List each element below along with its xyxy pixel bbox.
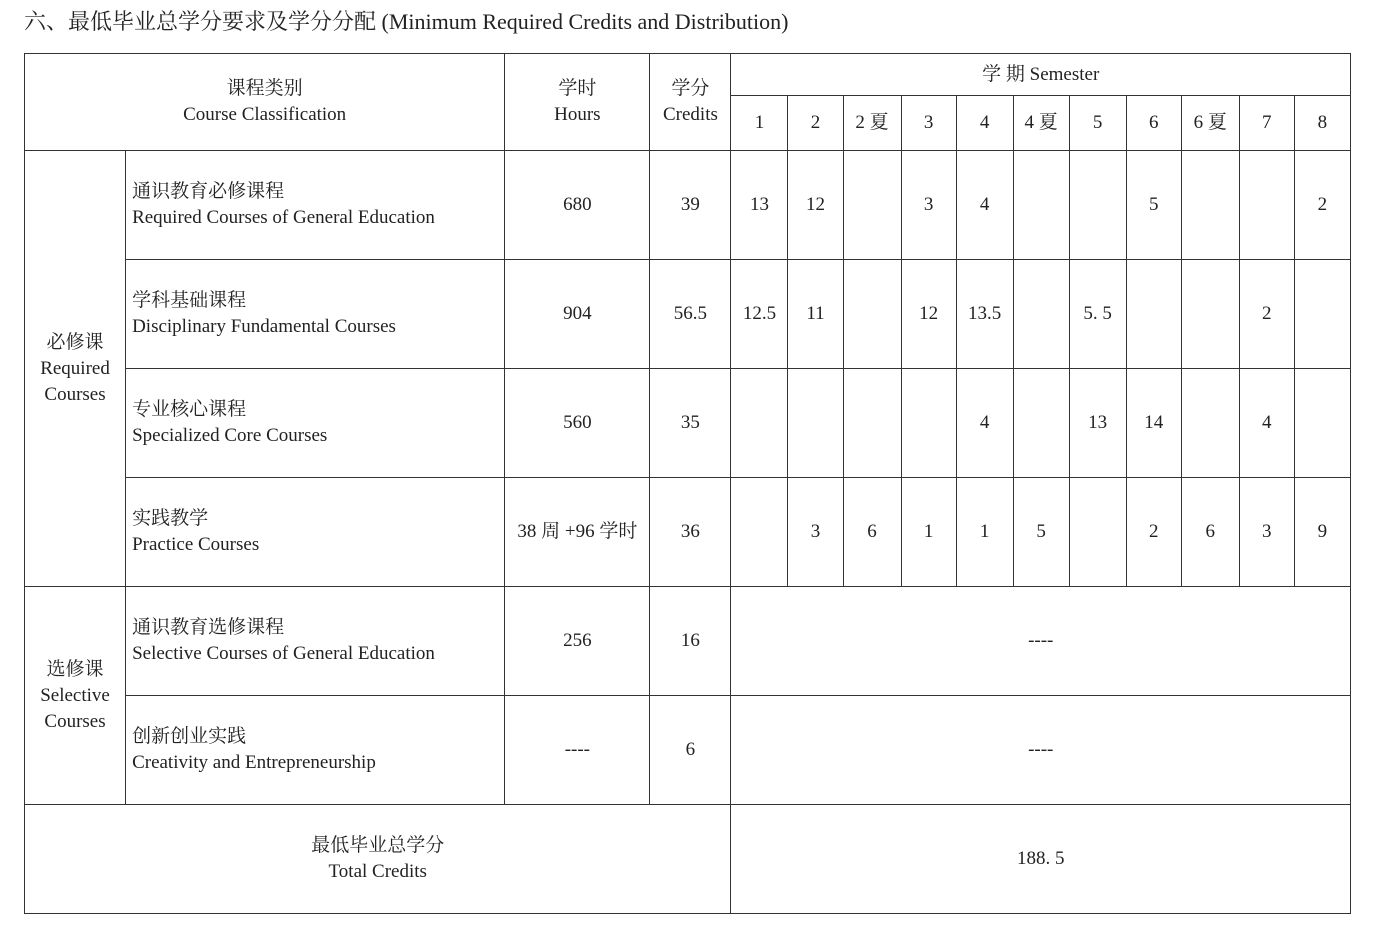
hours-cell: 560	[505, 369, 650, 478]
course-class	[126, 696, 505, 805]
credits-cell: 36	[650, 478, 731, 587]
dist-cell: 2	[1294, 151, 1350, 260]
semester-cell: 4	[956, 96, 1013, 151]
course-class	[126, 587, 505, 696]
dist-cell: 4	[1239, 369, 1294, 478]
course-class	[126, 478, 505, 587]
dist-cell	[843, 151, 901, 260]
dist-cell: 4	[956, 369, 1013, 478]
dist-cell: 12	[788, 151, 843, 260]
semester-cell: 4 夏	[1013, 96, 1069, 151]
total-label-cn: 最低毕业总学分	[311, 835, 445, 856]
header-hours	[505, 54, 650, 151]
dist-cell: 14	[1126, 369, 1181, 478]
total-label-en: Total Credits	[328, 861, 427, 882]
semester-cell: 6	[1126, 96, 1181, 151]
semester-cell: 7	[1239, 96, 1294, 151]
semester-cell: 8	[1294, 96, 1350, 151]
dist-cell	[1181, 151, 1239, 260]
section-heading: 六、最低毕业总学分要求及学分分配 (Minimum Required Credits and Distribution)	[24, 9, 789, 34]
dist-cell	[1013, 369, 1069, 478]
semester-cell: 3	[901, 96, 956, 151]
hours-cell: 256	[505, 587, 650, 696]
semester-cell: 2	[788, 96, 843, 151]
dist-cell: 13	[731, 151, 788, 260]
dist-cell	[843, 260, 901, 369]
course-class-cn: 通识教育选修课程	[132, 617, 285, 638]
table-row	[25, 478, 1351, 587]
header-credits-cn: 学分	[671, 78, 710, 99]
semester-cell: 2 夏	[843, 96, 901, 151]
dist-cell: 12	[901, 260, 956, 369]
header-classification-cn: 课程类别	[226, 78, 303, 99]
dist-cell: 6	[1181, 478, 1239, 587]
dist-cell	[1181, 369, 1239, 478]
group-selective-en: Courses	[44, 710, 106, 732]
credits-cell: 56.5	[650, 260, 731, 369]
dist-cell	[1013, 151, 1069, 260]
dist-cell	[1126, 260, 1181, 369]
credits-cell: 35	[650, 369, 731, 478]
dist-cell: 13.5	[956, 260, 1013, 369]
dist-cell: 1	[901, 478, 956, 587]
group-selective-cn: 选修课	[46, 658, 104, 680]
course-class-cn: 专业核心课程	[132, 399, 247, 420]
course-class-cn: 学科基础课程	[132, 290, 247, 311]
dist-cell: 1	[956, 478, 1013, 587]
group-selective	[25, 587, 126, 805]
group-required	[25, 151, 126, 587]
dist-cell: 13	[1069, 369, 1126, 478]
hours-cell: 680	[505, 151, 650, 260]
table-row	[25, 696, 1351, 805]
dist-cell	[1294, 369, 1350, 478]
table-row	[25, 151, 1351, 260]
credits-table	[24, 53, 1351, 914]
course-class-en: Required Courses of General Education	[132, 207, 435, 228]
group-required-cn: 必修课	[46, 331, 104, 353]
dist-merged-cell: ----	[731, 587, 1351, 696]
dist-cell	[1069, 151, 1126, 260]
table-row	[25, 587, 1351, 696]
total-label	[25, 805, 731, 914]
semester-cell: 6 夏	[1181, 96, 1239, 151]
semester-cell: 1	[731, 96, 788, 151]
dist-cell	[731, 369, 788, 478]
header-semester: 学 期 Semester	[731, 54, 1351, 96]
course-class	[126, 151, 505, 260]
dist-cell	[901, 369, 956, 478]
header-hours-cn: 学时	[558, 78, 597, 99]
header-classification-en: Course Classification	[183, 104, 347, 125]
dist-cell: 3	[901, 151, 956, 260]
dist-cell: 4	[956, 151, 1013, 260]
credits-cell: 16	[650, 587, 731, 696]
hours-cell: ----	[505, 696, 650, 805]
dist-cell: 9	[1294, 478, 1350, 587]
dist-cell: 11	[788, 260, 843, 369]
course-class	[126, 260, 505, 369]
dist-cell: 6	[843, 478, 901, 587]
dist-cell: 5. 5	[1069, 260, 1126, 369]
header-row	[25, 54, 1351, 96]
table-row	[25, 369, 1351, 478]
course-class-en: Practice Courses	[132, 534, 260, 555]
dist-cell: 5	[1013, 478, 1069, 587]
table-row	[25, 260, 1351, 369]
header-classification	[25, 54, 505, 151]
dist-merged-cell: ----	[731, 696, 1351, 805]
dist-cell	[1181, 260, 1239, 369]
dist-cell: 2	[1126, 478, 1181, 587]
dist-cell: 5	[1126, 151, 1181, 260]
total-row	[25, 805, 1351, 914]
course-class-cn: 创新创业实践	[132, 726, 247, 747]
header-hours-en: Hours	[554, 104, 601, 125]
course-class-en: Selective Courses of General Education	[132, 643, 435, 664]
dist-cell	[1013, 260, 1069, 369]
dist-cell	[731, 478, 788, 587]
course-class-cn: 通识教育必修课程	[132, 181, 285, 202]
course-class	[126, 369, 505, 478]
course-class-en: Creativity and Entrepreneurship	[132, 752, 376, 773]
header-credits-en: Credits	[662, 104, 718, 125]
dist-cell	[1239, 151, 1294, 260]
dist-cell	[843, 369, 901, 478]
dist-cell: 12.5	[731, 260, 788, 369]
dist-cell	[788, 369, 843, 478]
group-selective-en: Selective	[40, 684, 110, 706]
header-credits	[650, 54, 731, 151]
course-class-cn: 实践教学	[132, 508, 209, 529]
hours-cell: 904	[505, 260, 650, 369]
hours-cell: 38 周 +96 学时	[505, 478, 650, 587]
dist-cell: 3	[1239, 478, 1294, 587]
dist-cell: 2	[1239, 260, 1294, 369]
group-required-en: Required	[40, 357, 110, 379]
credits-cell: 6	[650, 696, 731, 805]
group-required-en: Courses	[44, 383, 106, 405]
course-class-en: Disciplinary Fundamental Courses	[132, 316, 396, 337]
semester-cell: 5	[1069, 96, 1126, 151]
course-class-en: Specialized Core Courses	[132, 425, 328, 446]
credits-cell: 39	[650, 151, 731, 260]
dist-cell: 3	[788, 478, 843, 587]
dist-cell	[1069, 478, 1126, 587]
dist-cell	[1294, 260, 1350, 369]
total-value: 188. 5	[731, 805, 1351, 914]
